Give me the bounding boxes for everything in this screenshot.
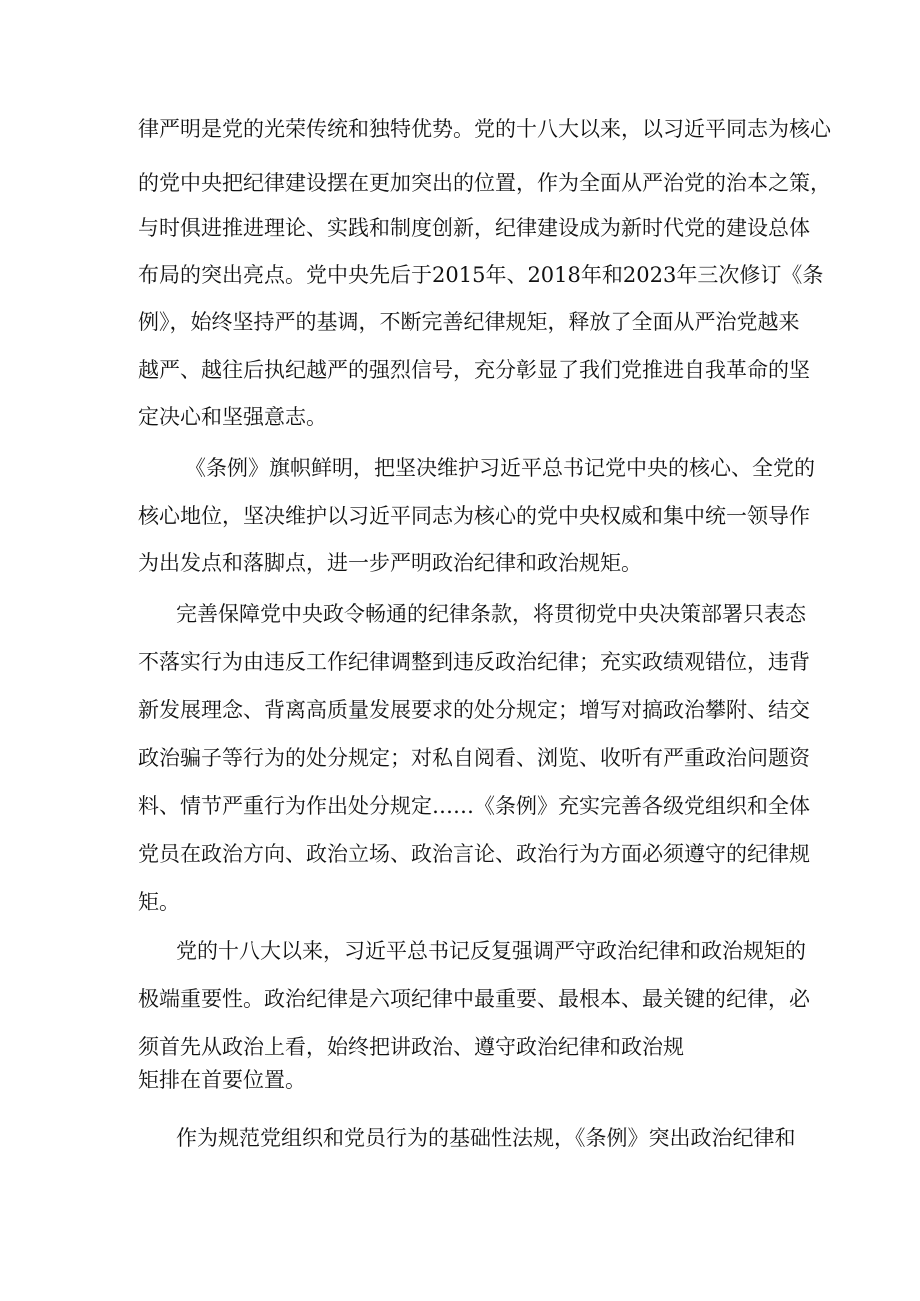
text-line: 布局的突出亮点。党中央先后于2015年、2018年和2023年三次修订《条	[138, 263, 824, 287]
text-line: 矩排在首要位置。	[138, 1068, 306, 1092]
text-line: 例》，始终坚持严的基调，不断完善纪律规矩，释放了全面从严治党越来	[138, 310, 800, 334]
text-line: 不落实行为由违反工作纪律调整到违反政治纪律；充实政绩观错位，违背	[138, 650, 810, 674]
text-line: 完善保障党中央政令畅通的纪律条款，将贯彻党中央决策部署只表态	[176, 602, 806, 626]
text-line: 政治骗子等行为的处分规定；对私自阅看、浏览、收听有严重政治问题资	[138, 746, 810, 770]
text-line: 须首先从政治上看，始终把讲政治、遵守政治纪律和政治规	[138, 1035, 684, 1059]
text-line: 极端重要性。政治纪律是六项纪律中最重要、最根本、最关键的纪律，必	[138, 987, 810, 1011]
text-line: 作为规范党组织和党员行为的基础性法规，《条例》突出政治纪律和	[176, 1126, 796, 1150]
text-line: 的党中央把纪律建设摆在更加突出的位置，作为全面从严治党的治本之策，	[138, 171, 831, 195]
text-line: 《条例》旗帜鲜明，把坚决维护习近平总书记党中央的核心、全党的	[185, 456, 815, 480]
text-line: 越严、越往后执纪越严的强烈信号，充分彰显了我们党推进自我革命的坚	[138, 358, 810, 382]
text-line: 律严明是党的光荣传统和独特优势。党的十八大以来，以习近平同志为核心	[138, 117, 831, 141]
text-line: 为出发点和落脚点，进一步严明政治纪律和政治规矩。	[138, 551, 642, 575]
text-line: 新发展理念、背离高质量发展要求的处分规定；增写对搞政治攀附、结交	[138, 698, 810, 722]
text-line: 矩。	[138, 890, 180, 914]
text-line: 核心地位，坚决维护以习近平同志为核心的党中央权威和集中统一领导作	[138, 504, 810, 528]
text-line: 料、情节严重行为作出处分规定……《条例》充实完善各级党组织和全体	[138, 794, 810, 818]
text-line: 定决心和坚强意志。	[138, 405, 327, 429]
text-line: 党员在政治方向、政治立场、政治言论、政治行为方面必须遵守的纪律规	[138, 842, 810, 866]
text-line: 党的十八大以来，习近平总书记反复强调严守政治纪律和政治规矩的	[176, 939, 806, 963]
text-line: 与时俱进推进理论、实践和制度创新，纪律建设成为新时代党的建设总体	[138, 216, 810, 240]
